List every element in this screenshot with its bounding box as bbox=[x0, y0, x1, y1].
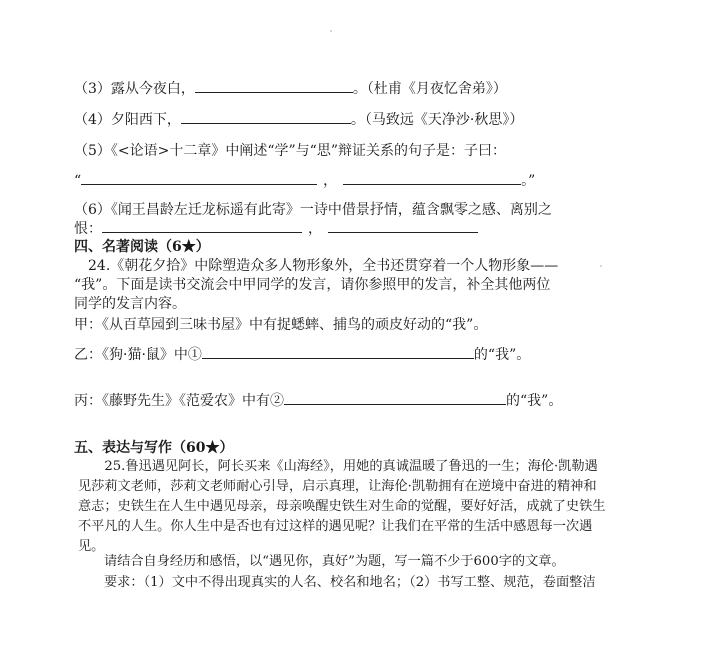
answer-blank-yi[interactable] bbox=[202, 346, 474, 359]
question-3-source: 。（杜甫《月夜忆舍弟》） bbox=[352, 81, 507, 97]
answer-blank-6b[interactable] bbox=[328, 220, 478, 233]
question-4 bbox=[74, 111, 523, 129]
question-5-answer-line bbox=[74, 172, 535, 190]
writing-requirements: 要求：（1）文中不得出现真实的人名、校名和地名；（2）书写工整、规范，卷面整洁 bbox=[104, 575, 596, 590]
question-6-line2 bbox=[74, 220, 478, 238]
close-quote: 。” bbox=[521, 173, 536, 189]
question-5-text: （5）《<论语>十二章》中阐述“学”与“思”辩证关系的句子是：子曰： bbox=[74, 143, 506, 159]
question-24-line3: 同学的发言内容。 bbox=[74, 296, 186, 312]
section-5-heading: 五、表达与写作（60★） bbox=[74, 440, 234, 456]
student-bing-prefix: 丙：《藤野先生》《范爱农》中有② bbox=[74, 393, 284, 409]
section-4-heading: 四、名著阅读（6★） bbox=[74, 239, 210, 255]
answer-blank-5b[interactable] bbox=[343, 172, 521, 185]
question-3-prefix: （3）露从今夜白， bbox=[74, 81, 195, 97]
writing-task: 请结合自身经历和感悟，以“遇见你，真好”为题，写一篇不少于600字的文章。 bbox=[104, 554, 565, 569]
open-quote: “ bbox=[74, 173, 82, 189]
answer-blank-bing[interactable] bbox=[284, 392, 506, 405]
separator-comma: ， bbox=[323, 173, 338, 189]
scan-speck bbox=[600, 265, 602, 267]
student-bing bbox=[74, 392, 562, 410]
student-jia: 甲：《从百草园到三味书屋》中有捉蟋蟀、捕鸟的顽皮好动的“我”。 bbox=[74, 317, 488, 333]
question-4-source: 。（马致远《天净沙·秋思》） bbox=[350, 112, 524, 128]
writing-prompt-paragraph: 25.鲁迅遇见阿长，阿长买来《山海经》，用她的真诚温暖了鲁迅的一生；海伦·凯勒遇见莎莉文老师，莎莉文老师耐心引导，启示真理，让海伦·凯勒拥有在逆境中奋进的精神和意志；史铁生在人生中遇见母亲，母亲唤醒史铁生对生命的觉醒，要好好活，成就了史铁生不平凡的人生。你人生中是否也有过这样的遇见呢？让我们在平常的生活中感恩每一次遇见。 bbox=[78, 459, 606, 554]
separator-comma: ， bbox=[308, 221, 322, 237]
question-6-line1: （6）《闻王昌龄左迁龙标遥有此寄》一诗中借景抒情，蕴含飘零之感、离别之 bbox=[74, 202, 552, 218]
question-24-line1: 24.《朝花夕拾》中除塑造众多人物形象外，全书还贯穿着一个人物形象—— bbox=[88, 258, 559, 274]
answer-blank-4[interactable] bbox=[181, 111, 351, 124]
question-4-prefix: （4）夕阳西下， bbox=[74, 112, 181, 128]
answer-blank-6a[interactable] bbox=[102, 220, 302, 233]
question-6-line2-prefix: 恨： bbox=[74, 221, 102, 237]
question-24-line2: “我”。下面是读书交流会中甲同学的发言，请你参照甲的发言，补全其他两位 bbox=[74, 277, 551, 293]
answer-blank-5a[interactable] bbox=[81, 172, 317, 185]
student-bing-suffix: 的“我”。 bbox=[506, 393, 563, 409]
scan-speck bbox=[330, 30, 332, 32]
student-yi-suffix: 的“我”。 bbox=[473, 347, 531, 363]
question-3 bbox=[74, 80, 507, 98]
student-yi-prefix: 乙：《狗·猫·鼠》中① bbox=[74, 347, 202, 363]
student-yi bbox=[74, 346, 530, 364]
answer-blank-3[interactable] bbox=[195, 80, 353, 93]
